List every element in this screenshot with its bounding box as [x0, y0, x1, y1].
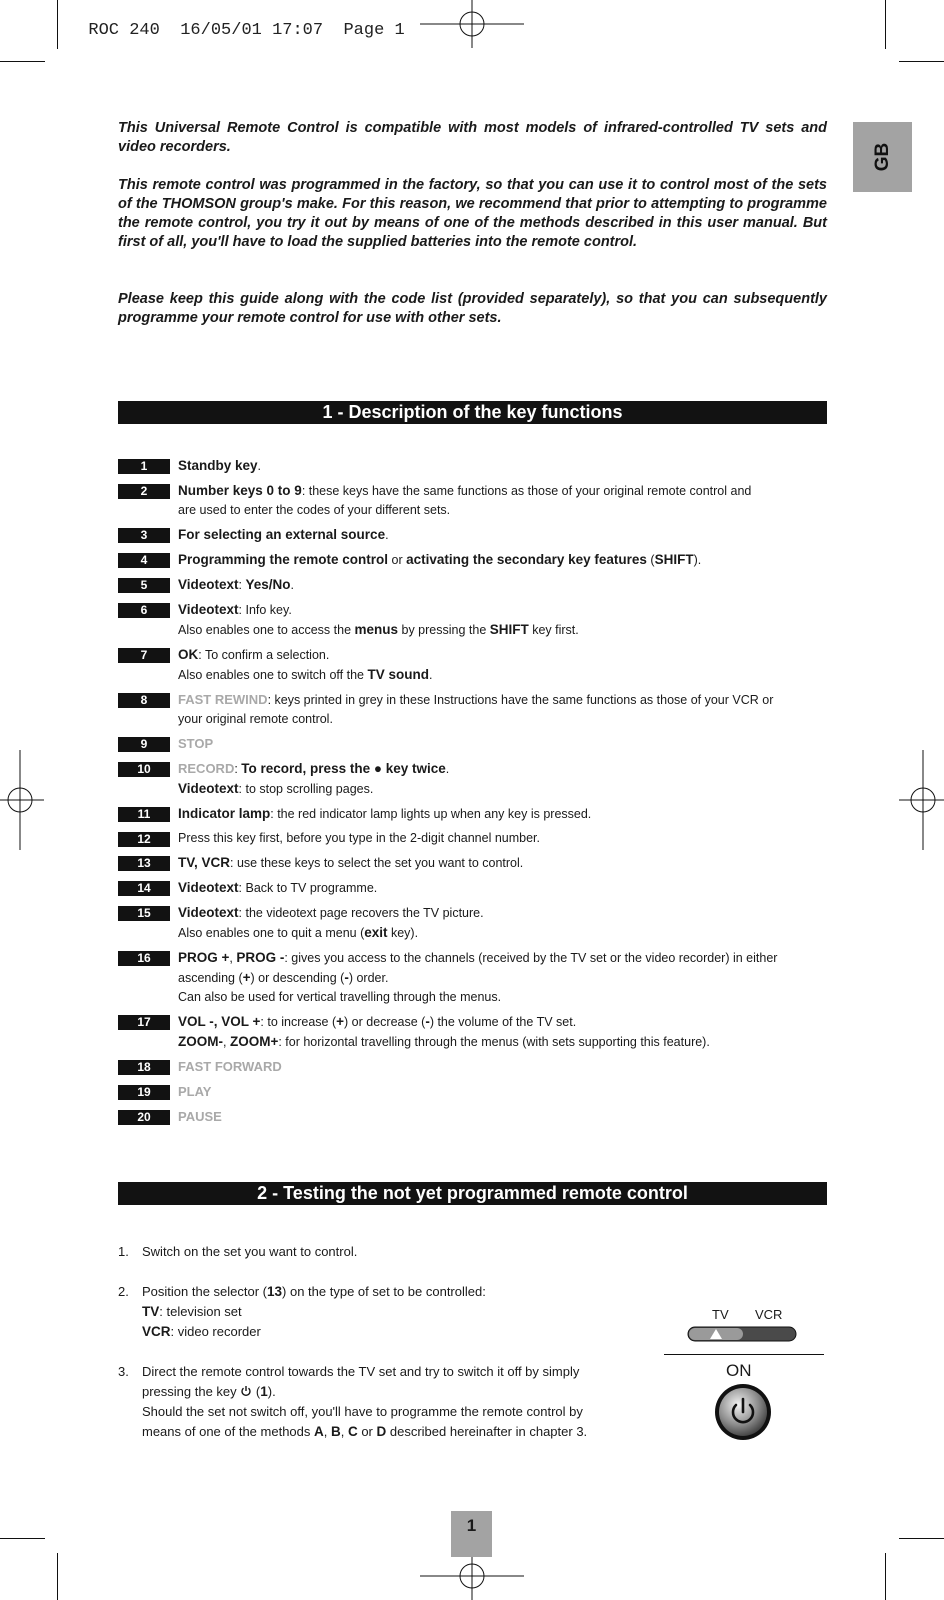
text: ( — [252, 1384, 261, 1399]
text: : video recorder — [170, 1324, 261, 1339]
key-function-item — [118, 759, 830, 799]
key-number-badge: 17 — [118, 1015, 170, 1030]
text: are used to enter the codes of your different sets. — [178, 503, 451, 517]
text-line — [178, 1057, 282, 1077]
key-functions-list — [118, 456, 830, 1132]
text: Can also be used for vertical travelling through the menus. — [178, 990, 502, 1004]
bold-text: To record, press the ● key twice — [241, 761, 446, 776]
key-function-item — [118, 948, 830, 1007]
key-number-badge: 9 — [118, 737, 170, 752]
print-header — [68, 2, 405, 40]
text: described hereinafter in chapter 3. — [386, 1424, 588, 1439]
text: : To confirm a selection. — [198, 648, 330, 662]
text: : the videotext page recovers the TV picture. — [238, 906, 484, 920]
key-function-item — [118, 645, 830, 685]
grey-key-name: PAUSE — [178, 1109, 222, 1124]
key-description — [178, 734, 213, 754]
key-description — [178, 645, 432, 685]
bold-text: D — [376, 1424, 387, 1439]
bold-text: 13 — [267, 1284, 283, 1299]
text-line — [178, 779, 449, 799]
key-number-badge: 5 — [118, 578, 170, 593]
key-number-badge: 8 — [118, 693, 170, 708]
text: : to increase ( — [260, 1015, 337, 1029]
text-line — [178, 923, 484, 943]
key-description — [178, 690, 773, 729]
intro-paragraph-1: This Universal Remote Control is compatible with most models of infrared-controlled TV sets and video recorders. — [118, 120, 827, 155]
key-number-badge: 15 — [118, 906, 170, 921]
text: : use these keys to select the set you want to control. — [230, 856, 524, 870]
text: , — [223, 1035, 230, 1049]
key-function-item — [118, 1057, 830, 1077]
key-number-badge: 3 — [118, 528, 170, 543]
text-line — [142, 1362, 587, 1382]
text: . — [385, 528, 389, 542]
text: . — [428, 668, 433, 682]
text: ) order. — [348, 971, 389, 985]
key-function-item — [118, 600, 830, 640]
text-line — [178, 1032, 710, 1052]
key-function-item — [118, 853, 830, 873]
page-label: Page 1 — [343, 21, 405, 40]
page-number: 1 — [451, 1511, 492, 1557]
key-function-item — [118, 481, 830, 520]
text-line — [178, 903, 484, 923]
key-function-item — [118, 903, 830, 943]
key-description — [178, 600, 579, 640]
test-step — [118, 1362, 638, 1442]
registration-mark-top — [420, 0, 525, 50]
test-step — [118, 1242, 638, 1262]
bold-text: Videotext — [178, 602, 239, 617]
text: : the red indicator lamp lights up when any key is pressed. — [270, 807, 592, 821]
key-number-badge: 19 — [118, 1085, 170, 1100]
test-step — [118, 1282, 638, 1342]
text-line — [142, 1282, 486, 1302]
key-function-item — [118, 456, 830, 476]
test-steps-list — [118, 1242, 638, 1462]
text: , — [340, 1424, 348, 1439]
text-line — [178, 690, 773, 710]
text: ) or decrease ( — [344, 1015, 426, 1029]
key-number-badge: 10 — [118, 762, 170, 777]
key-function-item — [118, 804, 830, 824]
text: : gives you access to the channels (received by the TV set or the video recorder) in either — [284, 951, 778, 965]
key-function-item — [118, 1082, 830, 1102]
key-function-item — [118, 1012, 830, 1052]
text: Direct the remote control towards the TV set and try to switch it off by simply — [142, 1364, 580, 1379]
remote-figure — [663, 1304, 828, 1444]
key-description — [178, 903, 484, 943]
language-tab — [853, 122, 912, 192]
selector-label-tv: TV — [712, 1307, 729, 1322]
step-text — [142, 1242, 357, 1262]
bold-text: Videotext — [178, 880, 239, 895]
text: Position the selector ( — [142, 1284, 268, 1299]
text: : for horizontal travelling through the menus (with sets supporting this feature). — [278, 1035, 710, 1049]
key-number-badge: 2 — [118, 484, 170, 499]
key-number-badge: 4 — [118, 553, 170, 568]
key-description — [178, 853, 523, 873]
key-description — [178, 1107, 222, 1127]
bold-text: 1 — [260, 1384, 268, 1399]
bold-text: PROG + — [178, 950, 230, 965]
bold-text: - — [425, 1014, 430, 1029]
text-line — [142, 1422, 587, 1442]
text: or — [388, 553, 407, 567]
text: : keys printed in grey in these Instructions have the same functions as those of your VCR or — [267, 693, 774, 707]
section-2-heading: 2 - Testing the not yet programmed remote control — [118, 1182, 827, 1205]
key-description — [178, 1012, 710, 1052]
text: or — [357, 1424, 377, 1439]
text: Also enables one to quit a menu ( — [178, 926, 365, 940]
text-line — [178, 948, 777, 968]
text: , — [323, 1424, 331, 1439]
bold-text: Number keys 0 to 9 — [178, 483, 302, 498]
print-date: 16/05/01 — [180, 21, 262, 40]
key-function-item — [118, 878, 830, 898]
key-number-badge: 18 — [118, 1060, 170, 1075]
step-text — [142, 1362, 587, 1442]
text-line — [178, 456, 261, 476]
figure-divider — [664, 1354, 824, 1355]
bold-text: SHIFT — [654, 552, 694, 567]
key-description — [178, 804, 591, 824]
bold-text: menus — [354, 622, 399, 637]
text-line — [178, 481, 751, 501]
text: ) on the type of set to be controlled: — [282, 1284, 486, 1299]
text: means of one of the methods — [142, 1424, 314, 1439]
text: Also enables one to switch off the — [178, 668, 368, 682]
text: : these keys have the same functions as those of your original remote control and — [301, 484, 752, 498]
text: , — [229, 951, 237, 965]
bold-text: TV — [142, 1304, 160, 1319]
registration-mark-left — [0, 750, 45, 850]
step-number: 2. — [118, 1284, 129, 1299]
text-line — [142, 1382, 587, 1402]
key-number-badge: 11 — [118, 807, 170, 822]
key-description — [178, 575, 294, 595]
bold-text: Yes/No — [245, 577, 291, 592]
bold-text: OK — [178, 647, 199, 662]
print-time: 17:07 — [272, 21, 324, 40]
key-description — [178, 525, 389, 545]
intro-paragraph-3: Please keep this guide along with the code list (provided separately), so that you can subsequently programme your remote control for use with other sets. — [118, 291, 827, 326]
bold-text: VOL -, VOL + — [178, 1014, 261, 1029]
text-line — [178, 734, 213, 754]
bold-text: C — [347, 1424, 358, 1439]
key-description — [178, 829, 540, 848]
text-line — [178, 1082, 211, 1102]
text-line — [178, 645, 432, 665]
grey-key-name: FAST REWIND — [178, 692, 268, 707]
key-number-badge: 16 — [118, 951, 170, 966]
key-description — [178, 1082, 211, 1102]
key-description — [178, 456, 261, 476]
text-line — [178, 1012, 710, 1032]
bold-text: VCR — [142, 1324, 171, 1339]
text-line — [178, 968, 777, 988]
text: . — [257, 459, 262, 473]
bold-text: - — [344, 970, 349, 985]
registration-mark-right — [899, 750, 944, 850]
text: : — [234, 762, 242, 776]
text-line — [142, 1242, 357, 1262]
key-description — [178, 948, 777, 1007]
bold-text: ZOOM- — [178, 1034, 223, 1049]
bold-text: SHIFT — [489, 622, 529, 637]
bold-text: Videotext — [178, 781, 239, 796]
text: : to stop scrolling pages. — [238, 782, 374, 796]
key-description — [178, 550, 701, 570]
step-text — [142, 1282, 486, 1342]
key-number-badge: 14 — [118, 881, 170, 896]
power-button-icon — [713, 1382, 773, 1442]
text: Switch on the set you want to control. — [142, 1244, 358, 1259]
bold-text: Videotext — [178, 905, 239, 920]
text: Also enables one to access the — [178, 623, 355, 637]
text: ). — [267, 1384, 276, 1399]
bold-text: B — [330, 1424, 341, 1439]
key-function-item — [118, 550, 830, 570]
registration-mark-bottom — [420, 1552, 525, 1600]
key-number-badge: 12 — [118, 832, 170, 847]
key-description — [178, 759, 449, 799]
key-function-item — [118, 575, 830, 595]
key-function-item — [118, 734, 830, 754]
key-function-item — [118, 829, 830, 848]
bold-text: Videotext — [178, 577, 239, 592]
text-line — [178, 575, 294, 595]
bold-text: ZOOM+ — [229, 1034, 279, 1049]
text-line — [178, 878, 377, 898]
key-function-item — [118, 525, 830, 545]
grey-key-name: PLAY — [178, 1084, 212, 1099]
text: : television set — [159, 1304, 242, 1319]
bold-text: Indicator lamp — [178, 806, 271, 821]
text: key). — [387, 926, 419, 940]
bold-text: activating the secondary key features — [406, 552, 647, 567]
text: key first. — [528, 623, 579, 637]
section-1-heading: 1 - Description of the key functions — [118, 401, 827, 424]
step-number: 1. — [118, 1244, 129, 1259]
text: : — [238, 578, 246, 592]
tv-vcr-selector-switch — [687, 1324, 799, 1346]
text: ( — [646, 553, 655, 567]
text-line — [178, 525, 389, 545]
text-line — [178, 620, 579, 640]
text: Should the set not switch off, you'll have to programme the remote control by — [142, 1404, 583, 1419]
step-number: 3. — [118, 1364, 129, 1379]
key-description — [178, 878, 377, 898]
key-function-item — [118, 1107, 830, 1127]
text: by pressing the — [398, 623, 490, 637]
grey-key-name: FAST FORWARD — [178, 1059, 282, 1074]
key-description — [178, 1057, 282, 1077]
text-line — [178, 501, 751, 520]
text-line — [178, 550, 701, 570]
text: ). — [693, 553, 702, 567]
text: ) the volume of the TV set. — [429, 1015, 577, 1029]
key-function-item — [118, 690, 830, 729]
on-label: ON — [726, 1361, 752, 1380]
key-number-badge: 20 — [118, 1110, 170, 1125]
key-description — [178, 481, 751, 520]
text-line — [178, 804, 591, 824]
text: your original remote control. — [178, 712, 333, 726]
text-line — [178, 710, 773, 729]
text-line — [178, 1107, 222, 1127]
text: ascending ( — [178, 971, 243, 985]
bold-text: TV, VCR — [178, 855, 231, 870]
bold-text: + — [336, 1014, 345, 1029]
text: pressing the key — [142, 1384, 241, 1399]
bold-text: TV sound — [367, 667, 429, 682]
text: : Back to TV programme. — [238, 881, 378, 895]
text: : Info key. — [238, 603, 292, 617]
bold-text: Programming the remote control — [178, 552, 389, 567]
text-line — [178, 988, 777, 1007]
text-line — [178, 665, 432, 685]
key-number-badge: 7 — [118, 648, 170, 663]
text-line — [178, 829, 540, 848]
text: ) or descending ( — [250, 971, 345, 985]
text: . — [290, 578, 294, 592]
key-number-badge: 6 — [118, 603, 170, 618]
text-line — [178, 600, 579, 620]
key-number-badge: 13 — [118, 856, 170, 871]
intro-paragraph-2: This remote control was programmed in the factory, so that you can use it to control most of the sets of the THOMSON group's make. For this reason, we recommend that prior to attempting to programme the remote control, you try it out by means of one of the methods described in this user manual. But first of all, you'll have to load the supplied batteries into the remote control. — [118, 177, 827, 250]
bold-text: Standby key — [178, 458, 258, 473]
text-line — [178, 853, 523, 873]
text-line — [142, 1402, 587, 1422]
bold-text: PROG - — [236, 950, 285, 965]
bold-text: A — [314, 1424, 324, 1439]
text-line — [142, 1302, 486, 1322]
doc-ref: ROC 240 — [88, 21, 160, 40]
grey-key-name: RECORD — [178, 761, 235, 776]
bold-text: For selecting an external source — [178, 527, 386, 542]
power-icon — [240, 1384, 252, 1399]
key-number-badge: 1 — [118, 459, 170, 474]
grey-key-name: STOP — [178, 736, 214, 751]
bold-text: exit — [364, 925, 388, 940]
text: Press this key first, before you type in the 2-digit channel number. — [178, 831, 540, 845]
text-line — [142, 1322, 486, 1342]
text: . — [445, 762, 450, 776]
selector-label-vcr: VCR — [755, 1307, 783, 1322]
bold-text: + — [242, 970, 251, 985]
language-code: GB — [871, 142, 893, 172]
text-line — [178, 759, 449, 779]
